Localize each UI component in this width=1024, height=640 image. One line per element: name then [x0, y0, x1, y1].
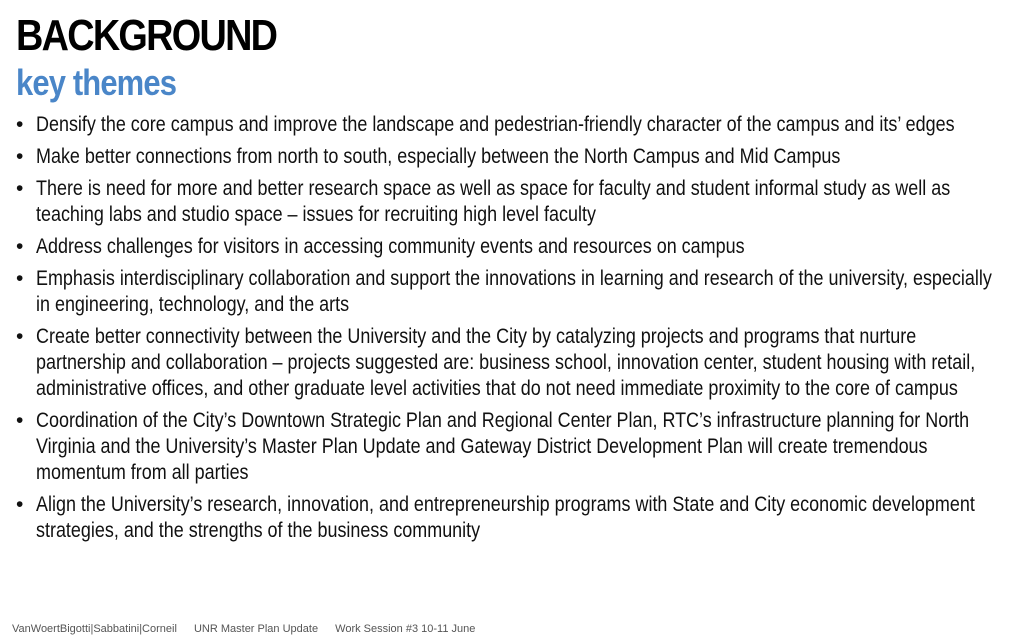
bullet-icon: •	[16, 113, 24, 136]
bullet-text: Densify the core campus and improve the landscape and pedestrian-friendly character of the campus and its’ edges	[36, 113, 955, 136]
bullet-icon: •	[16, 145, 24, 168]
bullet-text: Make better connections from north to south, especially between the North Campus and Mid Campus	[36, 145, 841, 168]
bullet-list	[16, 112, 1016, 550]
bullet-text: Emphasis interdisciplinary collaboration and support the innovations in learning and research of the university, especially in engineering, technology, and the arts	[36, 267, 992, 316]
bullet-icon: •	[16, 267, 24, 290]
bullet-icon: •	[16, 409, 24, 432]
footer-session: Work Session #3 10-11 June	[335, 623, 476, 635]
bullet-icon: •	[16, 235, 24, 258]
bullet-text: Address challenges for visitors in accessing community events and resources on campus	[36, 235, 745, 258]
slide-subtitle: key themes	[16, 62, 177, 103]
bullet-item	[16, 234, 1016, 260]
bullet-item	[16, 324, 1016, 402]
bullet-item	[16, 144, 1016, 170]
bullet-item	[16, 112, 1016, 138]
footer-project: UNR Master Plan Update	[193, 623, 319, 635]
bullet-text: Align the University’s research, innovation, and entrepreneurship programs with State and City economic development strategies, and the strengths of the business community	[36, 493, 975, 542]
bullet-item	[16, 492, 1016, 544]
slide-footer	[12, 622, 489, 636]
bullet-icon: •	[16, 325, 24, 348]
bullet-text: There is need for more and better research space as well as space for faculty and student informal study as well as teaching labs and studio space – issues for recruiting high level faculty	[36, 177, 951, 226]
slide-title: BACKGROUND	[16, 11, 277, 60]
bullet-icon: •	[16, 493, 24, 516]
bullet-item	[16, 266, 1016, 318]
bullet-text: Create better connectivity between the University and the City by catalyzing projects and programs that nurture partnership and collaboration – projects suggested are: business school, innovation center, student housing with retail, administrative offices, and other graduate level activities that do not need immediate proximity to the core of campus	[36, 325, 976, 400]
bullet-item	[16, 408, 1016, 486]
footer-authors: VanWoertBigotti|Sabbatini|Corneil	[12, 623, 177, 635]
bullet-icon: •	[16, 177, 24, 200]
bullet-item	[16, 176, 1016, 228]
bullet-text: Coordination of the City’s Downtown Strategic Plan and Regional Center Plan, RTC’s infrastructure planning for North Virginia and the University’s Master Plan Update and Gateway District Development Plan will create tremendous momentum from all parties	[36, 409, 970, 484]
